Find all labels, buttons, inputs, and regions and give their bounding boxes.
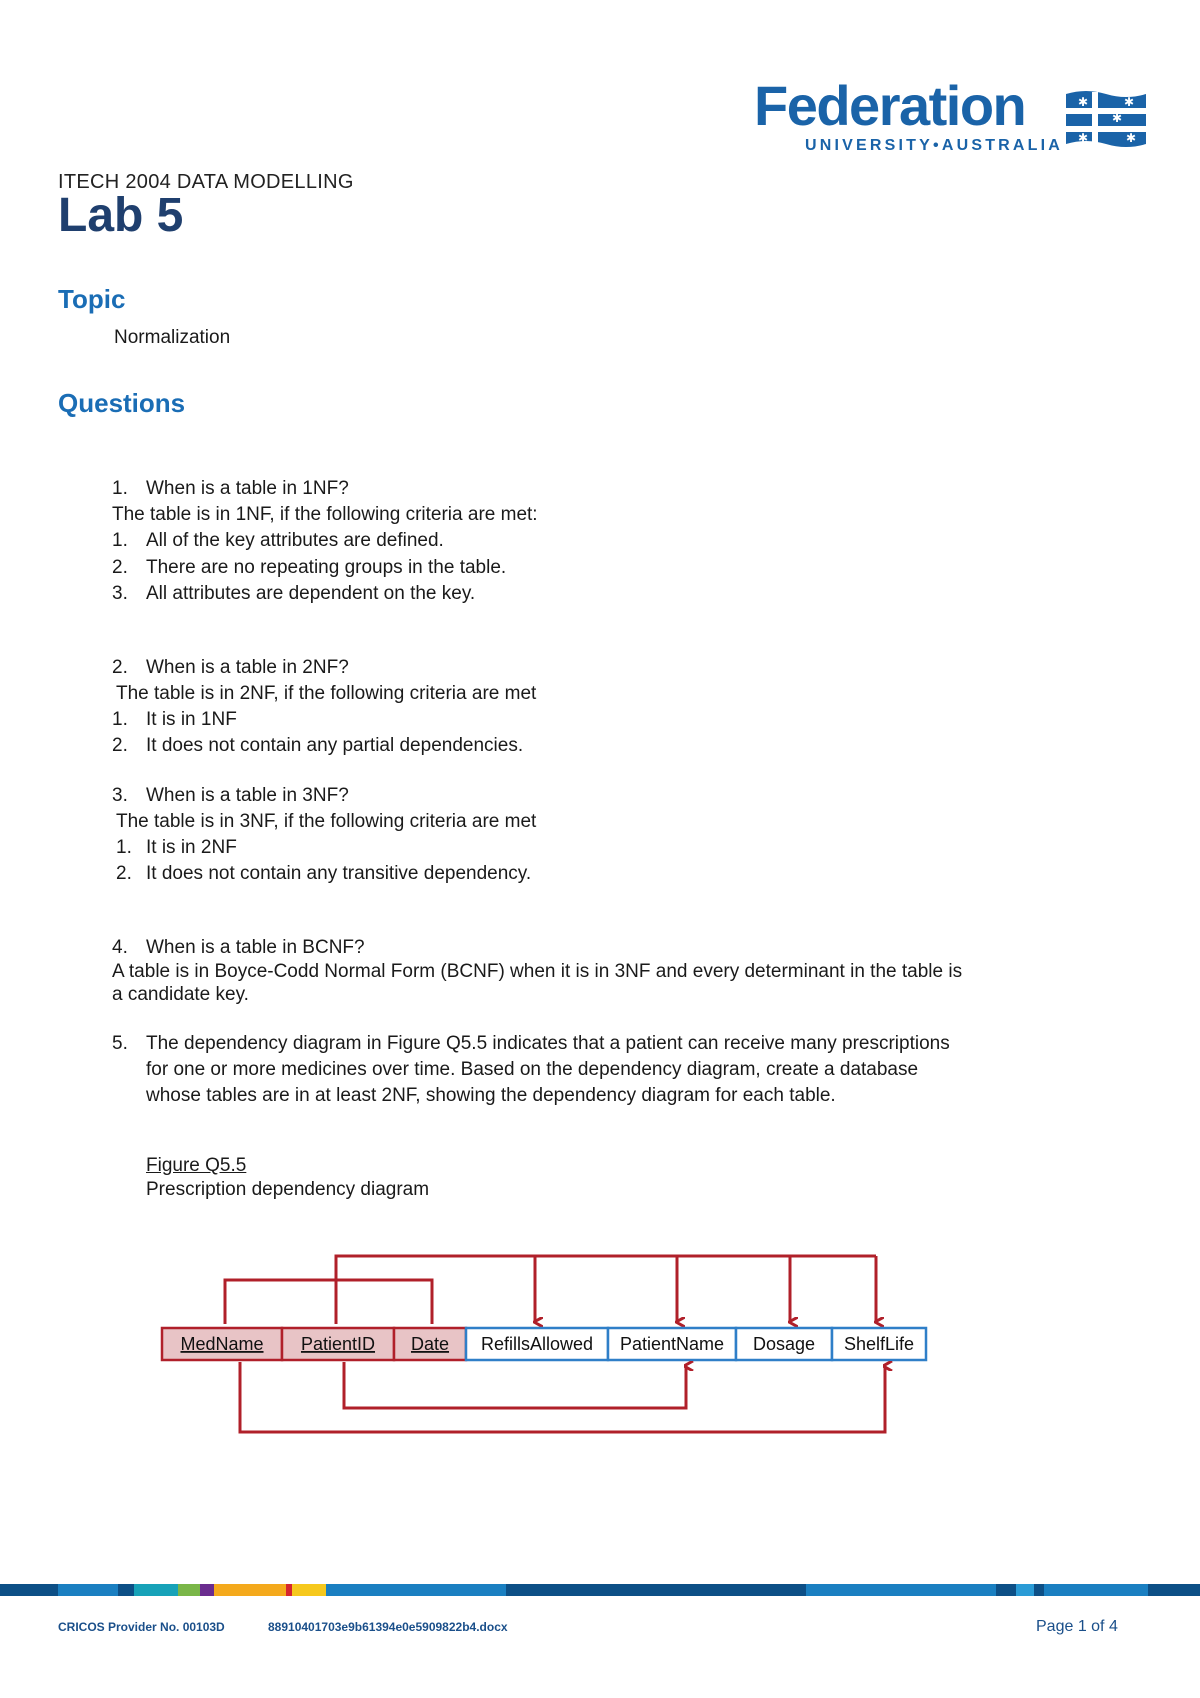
partial-dependency-medname [240, 1362, 885, 1432]
list-number: 1. [112, 709, 128, 730]
figure-label: Figure Q5.5 [146, 1155, 247, 1176]
topic-heading: Topic [58, 284, 126, 314]
list-text: It does not contain any partial dependencies. [146, 735, 524, 756]
question-number: 4. [112, 937, 128, 958]
question-text: When is a table in BCNF? [146, 937, 365, 958]
question-number: 3. [112, 785, 128, 806]
svg-text:✱: ✱ [1078, 131, 1089, 145]
attr-label: ShelfLife [843, 1334, 915, 1354]
list-item [116, 838, 237, 857]
svg-text:✱: ✱ [1112, 111, 1123, 125]
page-title: Lab 5 [58, 189, 184, 242]
question-text: When is a table in 2NF? [146, 657, 349, 678]
list-number: 1. [116, 837, 132, 858]
list-number: 2. [112, 735, 128, 756]
question-text: The dependency diagram in Figure Q5.5 indicates that a patient can receive many prescriptions [146, 1033, 950, 1054]
question-1 [112, 479, 349, 498]
list-text: It is in 1NF [146, 709, 237, 730]
answer-intro: The table is in 3NF, if the following criteria are met [116, 811, 537, 832]
question-number: 1. [112, 478, 128, 499]
page-number: Page 1 of 4 [1036, 1618, 1118, 1635]
question-3 [112, 786, 349, 805]
question-5 [112, 1034, 950, 1053]
list-item [112, 531, 444, 550]
dependency-diagram [140, 1248, 940, 1448]
list-text: It is in 2NF [146, 837, 237, 858]
svg-text:✱: ✱ [1078, 95, 1089, 109]
topic-text: Normalization [114, 327, 231, 348]
list-item [112, 558, 506, 577]
list-text: All attributes are dependent on the key. [146, 583, 476, 604]
list-text: It does not contain any transitive dependency. [146, 863, 532, 884]
partial-dependency-patientid [344, 1362, 686, 1408]
footer-stripe [0, 1584, 1200, 1596]
logo-subtitle: UNIVERSITY•AUSTRALIA [805, 137, 1064, 154]
svg-text:✱: ✱ [1124, 95, 1135, 109]
course-title: ITECH 2004 DATA MODELLING [58, 171, 354, 193]
list-item [112, 736, 523, 755]
list-number: 2. [116, 863, 132, 884]
attr-label: RefillsAllowed [480, 1334, 594, 1354]
key-bracket [225, 1280, 432, 1324]
attr-label: Date [410, 1334, 450, 1354]
attr-label: PatientName [619, 1334, 725, 1354]
attr-label: Dosage [752, 1334, 816, 1354]
logo-wordmark: Federation [754, 74, 1026, 137]
footer-docname: 88910401703e9b61394e0e5909822b4.docx [268, 1620, 508, 1634]
attr-label: MedName [180, 1334, 264, 1354]
question-number: 2. [112, 657, 128, 678]
list-item [116, 864, 531, 883]
svg-text:✱: ✱ [1126, 131, 1137, 145]
question-text: whose tables are in at least 2NF, showing the dependency diagram for each table. [146, 1085, 836, 1106]
list-item [112, 584, 475, 603]
question-text: When is a table in 1NF? [146, 478, 349, 499]
full-dependency-line [336, 1256, 876, 1324]
list-text: There are no repeating groups in the table. [146, 557, 507, 578]
questions-heading: Questions [58, 388, 186, 418]
answer-text: a candidate key. [112, 984, 249, 1005]
list-number: 1. [112, 530, 128, 551]
question-text: When is a table in 3NF? [146, 785, 349, 806]
question-4 [112, 938, 365, 957]
question-2 [112, 658, 349, 677]
list-number: 2. [112, 557, 128, 578]
answer-text: A table is in Boyce-Codd Normal Form (BCNF) when it is in 3NF and every determinant in the table is [112, 961, 963, 982]
list-number: 3. [112, 583, 128, 604]
list-item [112, 710, 237, 729]
answer-intro: The table is in 1NF, if the following criteria are met: [112, 504, 538, 525]
flag-icon [1064, 88, 1148, 156]
question-text: for one or more medicines over time. Based on the dependency diagram, create a database [146, 1059, 919, 1080]
question-number: 5. [112, 1033, 128, 1054]
footer-cricos: CRICOS Provider No. 00103D [58, 1620, 225, 1634]
list-text: All of the key attributes are defined. [146, 530, 444, 551]
attr-label: PatientID [300, 1334, 376, 1354]
figure-caption: Prescription dependency diagram [146, 1179, 430, 1200]
answer-intro: The table is in 2NF, if the following criteria are met [116, 683, 537, 704]
